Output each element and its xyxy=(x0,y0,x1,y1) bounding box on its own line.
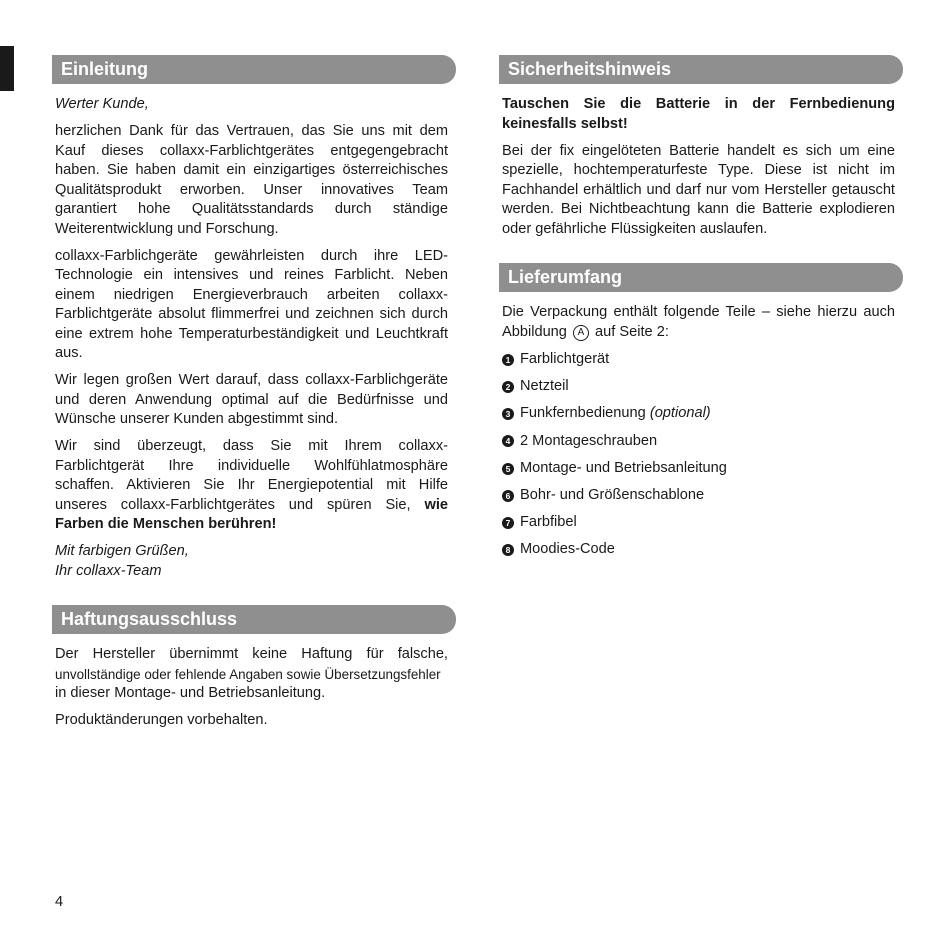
list-item-text: Bohr- und Größenschablone xyxy=(520,486,705,503)
list-item xyxy=(502,540,895,560)
number-badge-icon: 2 xyxy=(502,381,514,393)
section-heading-intro: Einleitung xyxy=(52,55,456,84)
number-badge-icon: 8 xyxy=(502,544,514,556)
list-item-text: Netzteil xyxy=(520,378,569,395)
intro-paragraph-4-text: Wir sind überzeugt, dass Sie mit Ihrem collaxx-Farblichtgerät Ihre individuelle Wohlfühlatmosphäre schaffen. Aktivieren Sie Ihr Energiepotential mit Hilfe unseres collaxx-Farblichtgerätes und spüren Sie, xyxy=(55,438,448,513)
right-column xyxy=(499,55,895,568)
closing-line-2: Ihr collaxx-Team xyxy=(55,562,162,579)
list-item-text: 2 Montageschrauben xyxy=(520,432,658,449)
list-item-text: Montage- und Betriebsanleitung xyxy=(520,459,727,476)
list-item-text: Funkfernbedienung xyxy=(520,405,650,422)
list-item xyxy=(502,486,895,506)
delivery-list xyxy=(502,350,895,560)
list-item-text: Moodies-Code xyxy=(520,541,615,558)
section-heading-liability: Haftungsausschluss xyxy=(52,605,456,634)
delivery-intro-text-end: auf Seite 2: xyxy=(590,323,669,340)
figure-a-icon: A xyxy=(573,325,589,341)
delivery-body xyxy=(499,303,895,560)
number-badge-icon: 5 xyxy=(502,463,514,475)
section-heading-safety: Sicherheitshinweis xyxy=(499,55,903,84)
delivery-intro-text: Die Verpackung enthält folgende Teile – siehe hierzu auch Abbildung xyxy=(502,304,895,340)
list-item xyxy=(502,350,895,370)
number-badge-icon: 4 xyxy=(502,435,514,447)
list-item xyxy=(502,404,895,424)
number-badge-icon: 6 xyxy=(502,490,514,502)
safety-paragraph: Bei der fix eingelöteten Batterie handelt es sich um eine spezielle, hochtemperaturfeste Type. Diese ist nicht im Fachhandel erhältlich und darf nur vom Hersteller getauscht werden. Bei Nichtbeachtung kann die Batterie explodieren oder gefährliche Flüssigkeiten auslaufen. xyxy=(502,142,895,237)
intro-paragraph-4 xyxy=(55,437,448,535)
list-item xyxy=(502,459,895,479)
liability-line-3: in dieser Montage- und Betriebsanleitung. xyxy=(55,685,326,701)
closing-line-1: Mit farbigen Grüßen, xyxy=(55,543,189,559)
intro-paragraph-3: Wir legen großen Wert darauf, dass collaxx-Farblichgeräte und deren Anwendung optimal auf die Bedürfnisse und Wünsche unserer Kunden abgestimmt sind. xyxy=(55,372,448,427)
liability-paragraph-2: Produktänderungen vorbehalten. xyxy=(55,712,268,728)
salutation: Werter Kunde, xyxy=(55,96,149,112)
number-badge-icon: 1 xyxy=(502,354,514,366)
safety-warning: Tauschen Sie die Batterie in der Fernbedienung keinesfalls selbst! xyxy=(502,96,895,132)
list-item-text: Farblichtgerät xyxy=(520,351,610,367)
liability-line-2: unvollständige oder fehlende Angaben sowie Übersetzungsfehler xyxy=(55,666,441,682)
liability-line-1: Der Hersteller übernimmt keine Haftung für falsche, xyxy=(55,646,448,662)
page-number: 4 xyxy=(55,894,64,910)
intro-paragraph-4-bold: wie Farben die Menschen berühren! xyxy=(55,496,448,532)
left-column xyxy=(52,55,448,731)
list-item xyxy=(502,377,895,397)
delivery-intro xyxy=(502,303,895,342)
list-item xyxy=(502,513,895,533)
number-badge-icon: 7 xyxy=(502,517,514,529)
section-heading-delivery: Lieferumfang xyxy=(499,263,903,292)
safety-body xyxy=(499,95,895,239)
intro-paragraph-1: herzlichen Dank für das Vertrauen, das Sie uns mit dem Kauf dieses collaxx-Farblichtgerätes entgegengebracht haben. Sie haben damit ein einzigartiges österreichisches Qualitätsprodukt erworben. Unser innovatives Team garantiert hohe Qualitätsstandards durch ständige Weiterentwicklung und Forschung. xyxy=(55,123,448,237)
intro-paragraph-2: collaxx-Farblichgeräte gewährleisten durch ihre LED-Technologie ein intensives und reines Farblicht. Neben einem niedrigen Energieverbrauch arbeiten collaxx-Farblichtgeräte absolut flimmerfrei und zeichnen sich durch eine extrem hohe Temperaturbeständigkeit und Leuchtkraft aus. xyxy=(55,247,448,361)
number-badge-icon: 3 xyxy=(502,408,514,420)
list-item-text: Farbfibel xyxy=(520,514,577,531)
intro-body xyxy=(52,95,448,581)
list-item xyxy=(502,432,895,452)
closing xyxy=(55,542,448,581)
liability-body xyxy=(52,645,448,731)
liability-paragraph-1 xyxy=(55,645,448,704)
page-tab-marker xyxy=(0,46,14,91)
list-item-optional: (optional) xyxy=(649,405,711,422)
